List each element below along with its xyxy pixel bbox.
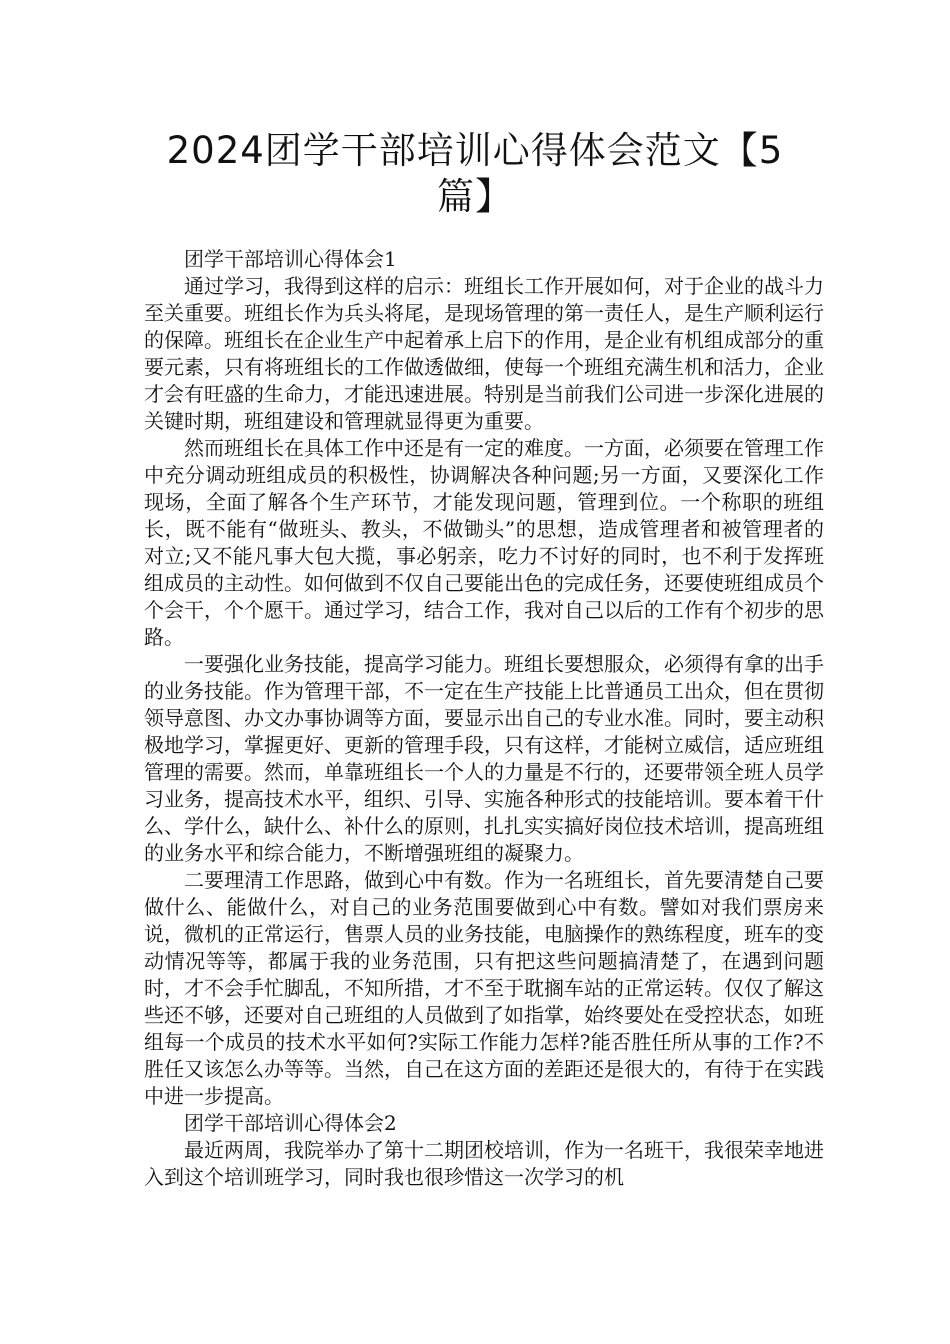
paragraph-intro: 通过学习，我得到这样的启示：班组长工作开展如何，对于企业的战斗力至关重要。班组长作为兵头将尾，是现场管理的第一责任人，是生产顺利运行的保障。班组长在企业生产中起着承上启下的作用，是企业有机组成部分的重要元素，只有将班组长的工作做透做细，使每一个班组充满生机和活力，企业才会有旺盛的生命力，才能迅速进展。特别是当前我们公司进一步深化进展的关键时期，班组建设和管理就显得更为重要。 <box>144 274 824 433</box>
document-title: 2024团学干部培训心得体会范文【5篇】 <box>166 129 784 218</box>
document-body <box>144 246 824 1191</box>
paragraph-thinking: 二要理清工作思路，做到心中有数。作为一名班组长，首先要清楚自己要做什么、能做什么，对自己的业务范围要做到心中有数。譬如对我们票房来说，微机的正常运行，售票人员的业务技能，电脑操作的熟练程度，班车的变动情况等等，都属于我的业务范围，只有把这些问题搞清楚了，在遇到问题时，才不会手忙脚乱，不知所措，才不至于耽搁车站的正常运转。仅仅了解这些还不够，还要对自己班组的人员做到了如指掌，始终要处在受控状态，如班组每一个成员的技术水平如何?实际工作能力怎样?能否胜任所从事的工作?不胜任又该怎么办等等。当然，自己在这方面的差距还是很大的，有待于在实践中进一步提高。 <box>144 868 824 1108</box>
paragraph-difficulty: 然而班组长在具体工作中还是有一定的难度。一方面，必须要在管理工作中充分调动班组成员的积极性，协调解决各种问题;另一方面，又要深化工作现场，全面了解各个生产环节，才能发现问题，管理到位。一个称职的班组长，既不能有“做班头、教头，不做锄头”的思想，造成管理者和被管理者的对立;又不能凡事大包大揽，事必躬亲，吃力不讨好的同时，也不利于发挥班组成员的主动性。如何做到不仅自己要能出色的完成任务，还要使班组成员个个会干，个个愿干。通过学习，结合工作，我对自己以后的工作有个初步的思路。 <box>144 436 824 649</box>
paragraph-training: 最近两周，我院举办了第十二期团校培训，作为一名班干，我很荣幸地进入到这个培训班学习，同时我也很珍惜这一次学习的机 <box>144 1138 824 1189</box>
paragraph-skills: 一要强化业务技能，提高学习能力。班组长要想服众，必须得有拿的出手的业务技能。作为管理干部，不一定在生产技能上比普通员工出众，但在贯彻领导意图、办文办事协调等方面，要显示出自己的专业水准。同时，要主动积极地学习，掌握更好、更新的管理手段，只有这样，才能树立威信，适应班组管理的需要。然而，单靠班组长一个人的力量是不行的，还要带领全班人员学习业务，提高技术水平，组织、引导、实施各种形式的技能培训。要本着干什么、学什么，缺什么、补什么的原则，扎扎实实搞好岗位技术培训，提高班组的业务水平和综合能力，不断增强班组的凝聚力。 <box>144 652 824 865</box>
section-heading-1: 团学干部培训心得体会1 <box>184 247 397 271</box>
section-heading-2: 团学干部培训心得体会2 <box>184 1111 397 1135</box>
